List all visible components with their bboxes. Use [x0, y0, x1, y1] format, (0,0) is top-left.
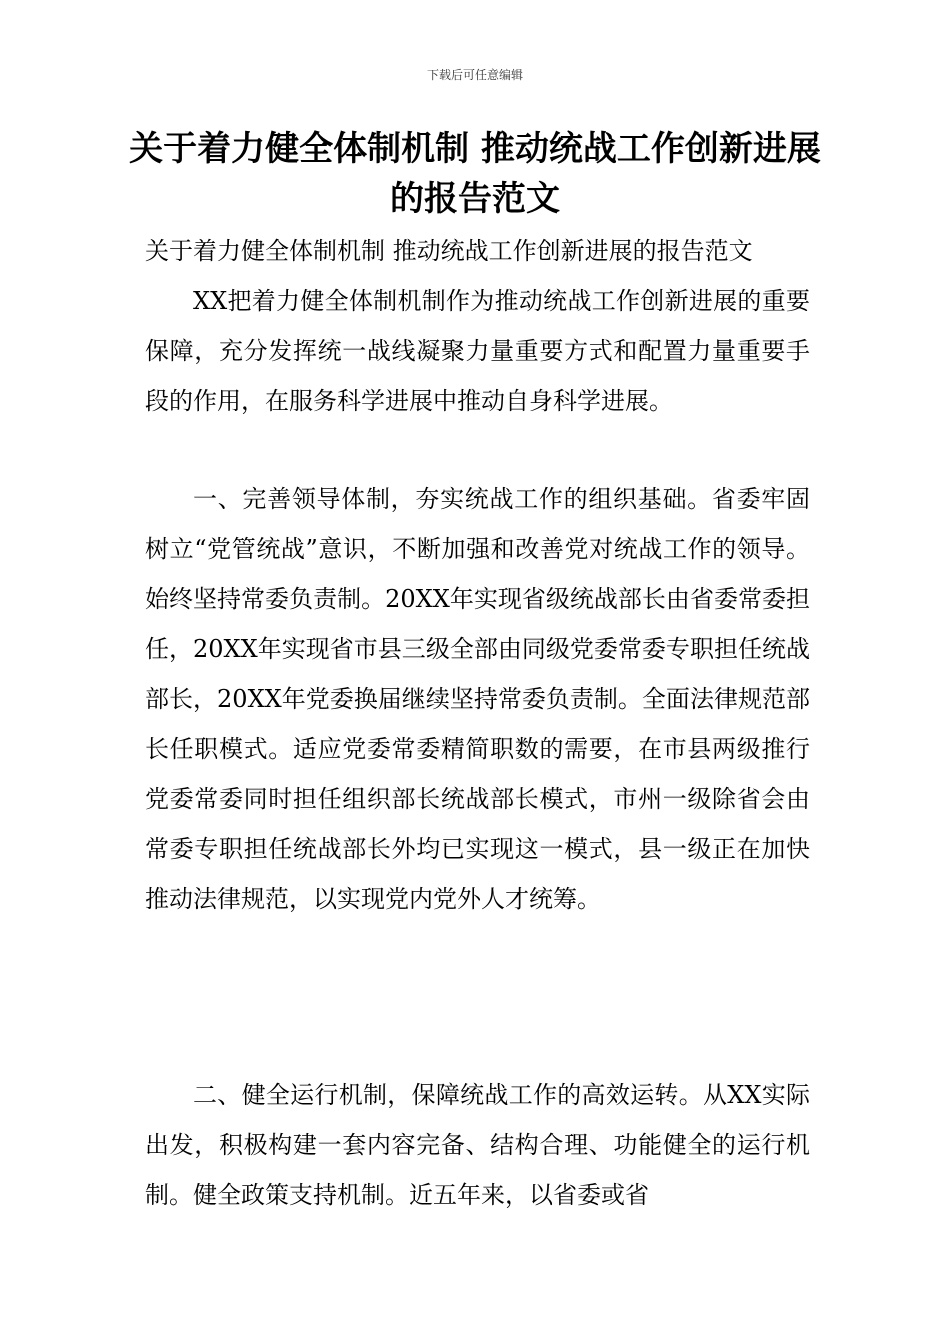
header-note: 下载后可任意编辑: [426, 68, 523, 82]
document-title: 关于着力健全体制机制 推动统战工作创新进展的报告范文: [129, 129, 821, 219]
section-1-paragraph: 一、完善领导体制，夯实统战工作的组织基础。省委牢固树立“党管统战”意识，不断加强和改善党对统战工作的领导。始终坚持常委负责制。20XX年实现省级统战部长由省委常委担任，20XX年实现省市县三级全部由同级党委常委专职担任统战部长，20XX年党委换届继续坚持常委负责制。全面法律规范部长任职模式。适应党委常委精简职数的需要，在市县两级推行党委常委同时担任组织部长统战部长模式，市州一级除省会由常委专职担任统战部长外均已实现这一模式，县一级正在加快推动法律规范，以实现党内党外人才统筹。: [145, 485, 810, 913]
intro-paragraph: XX把着力健全体制机制作为推动统战工作创新进展的重要保障，充分发挥统一战线凝聚力量重要方式和配置力量重要手段的作用，在服务科学进展中推动自身科学进展。: [145, 287, 810, 415]
subtitle-paragraph: 关于着力健全体制机制 推动统战工作创新进展的报告范文: [145, 237, 753, 265]
section-2-paragraph: 二、健全运行机制，保障统战工作的高效运转。从XX实际出发，积极构建一套内容完备、结构合理、功能健全的运行机制。健全政策支持机制。近五年来，以省委或省: [145, 1081, 810, 1209]
